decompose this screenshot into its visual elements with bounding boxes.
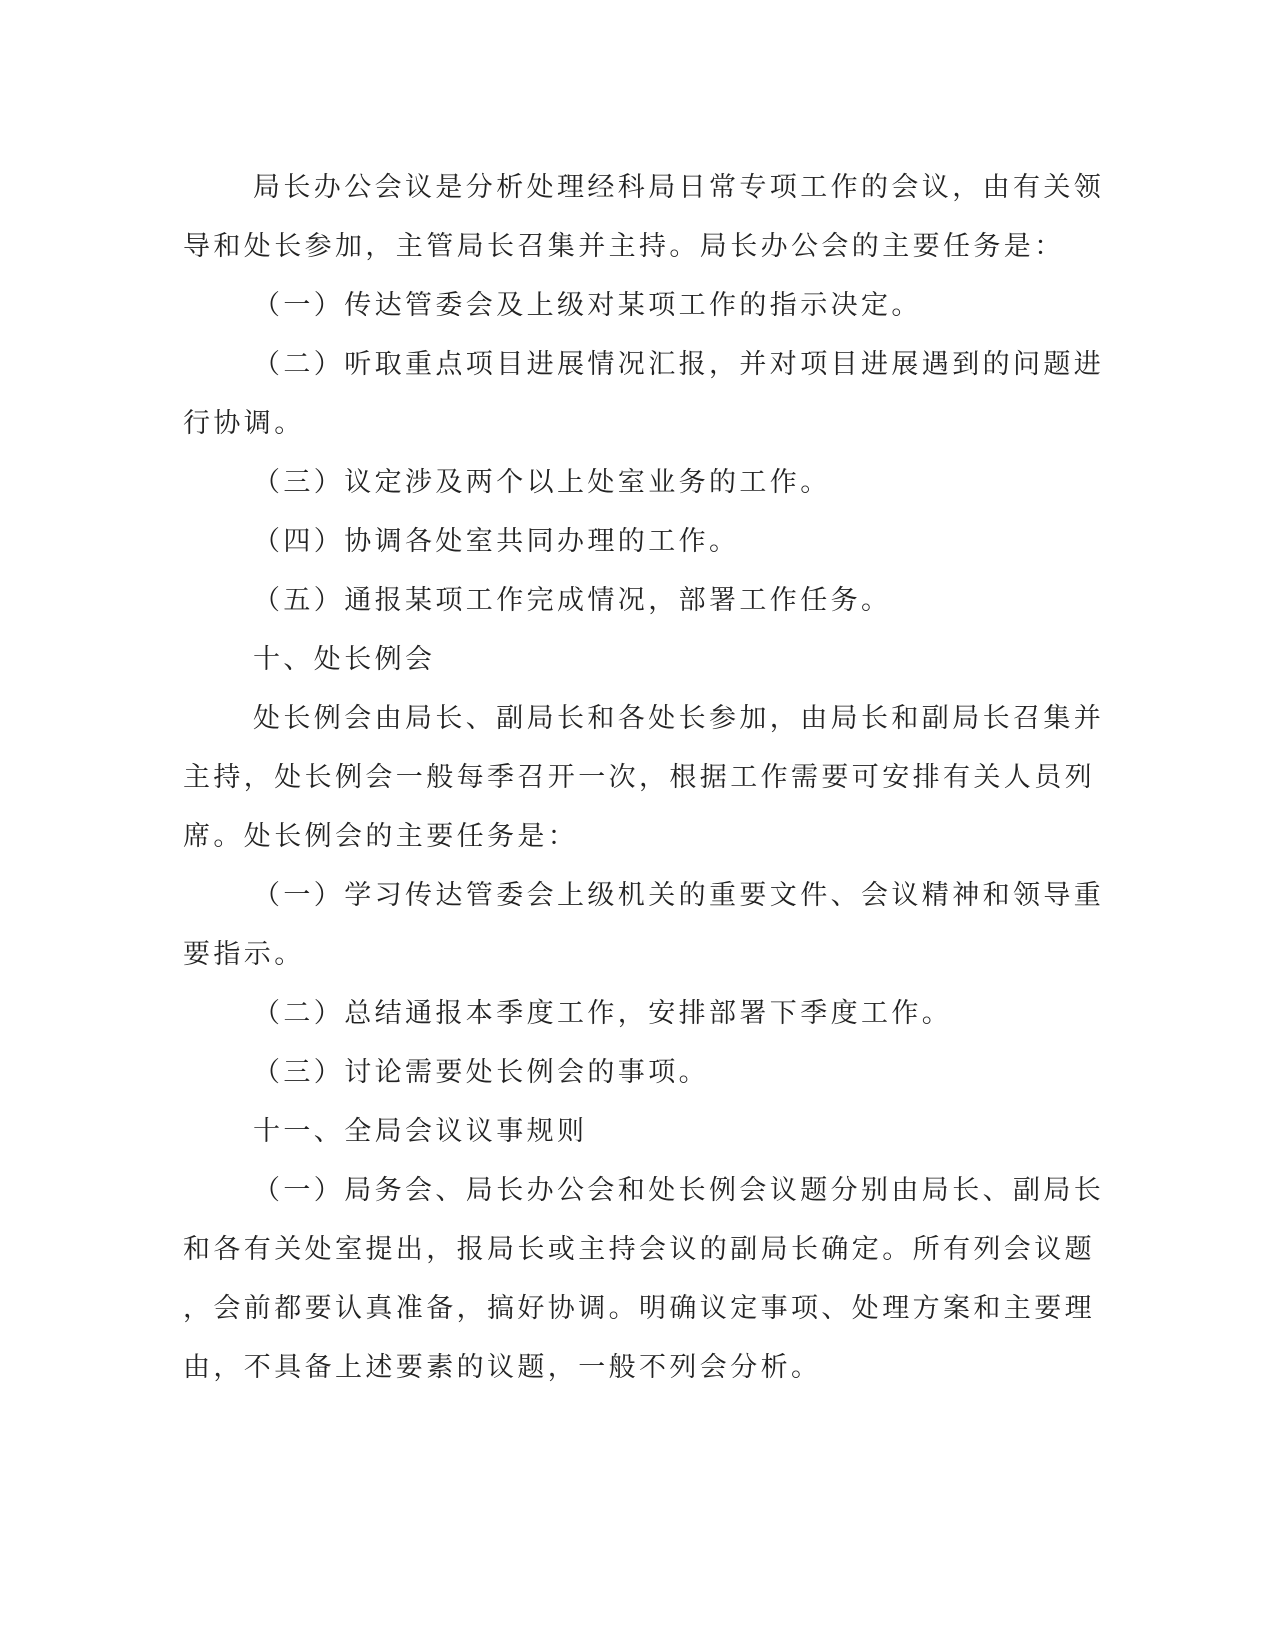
text-line: 主持，处长例会一般每季召开一次，根据工作需要可安排有关人员列: [183, 762, 1095, 793]
list-item: （二）总结通报本季度工作，安排部署下季度工作。: [253, 998, 953, 1029]
list-item: （五）通报某项工作完成情况，部署工作任务。: [253, 585, 892, 616]
document-body: [183, 158, 1105, 1397]
text-line: 导和处长参加，主管局长召集并主持。局长办公会的主要任务是：: [183, 231, 1065, 262]
list-item: （三）议定涉及两个以上处室业务的工作。: [253, 467, 831, 498]
list-item: （一）学习传达管委会上级机关的重要文件、会议精神和领导重: [253, 880, 1105, 911]
text-line: 处长例会由局长、副局长和各处长参加，由局长和副局长召集并: [253, 703, 1105, 734]
list-item: （三）讨论需要处长例会的事项。: [253, 1057, 709, 1088]
text-line: 局长办公会议是分析处理经科局日常专项工作的会议，由有关领: [253, 172, 1105, 203]
section-heading: 十、处长例会: [253, 644, 436, 675]
list-item: （四）协调各处室共同办理的工作。: [253, 526, 740, 557]
list-item: （一）局务会、局长办公会和处长例会议题分别由局长、副局长: [253, 1175, 1105, 1206]
text-line: 席。处长例会的主要任务是：: [183, 821, 579, 852]
text-line: 要指示。: [183, 939, 305, 970]
text-line: 和各有关处室提出，报局长或主持会议的副局长确定。所有列会议题: [183, 1234, 1095, 1265]
text-line: 行协调。: [183, 408, 305, 439]
text-line: ，会前都要认真准备，搞好协调。明确议定事项、处理方案和主要理: [183, 1293, 1095, 1324]
text-line: 由，不具备上述要素的议题，一般不列会分析。: [183, 1352, 822, 1383]
list-item: （二）听取重点项目进展情况汇报，并对项目进展遇到的问题进: [253, 349, 1105, 380]
list-item: （一）传达管委会及上级对某项工作的指示决定。: [253, 290, 922, 321]
section-heading: 十一、全局会议议事规则: [253, 1116, 588, 1147]
